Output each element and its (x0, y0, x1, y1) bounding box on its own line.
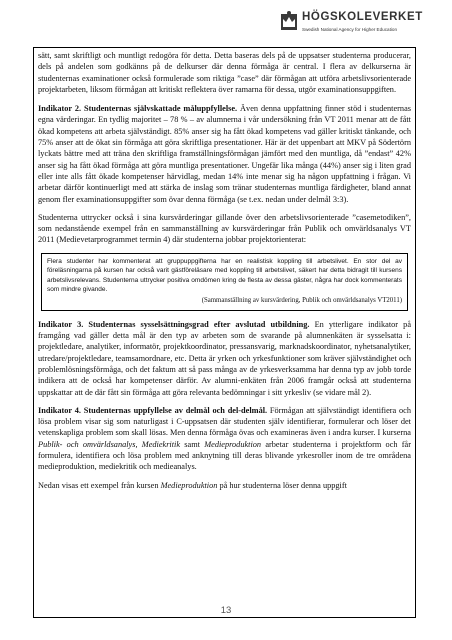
crown-icon (280, 10, 298, 32)
indicator-4-heading: Indikator 4. Studenternas uppfyllelse av delmål och del-delmål. (38, 405, 268, 415)
last-course: Medieproduktion (160, 480, 218, 490)
paragraph-1: sätt, samt skriftligt och muntligt redogöra för detta. Detta baseras dels på de uppsatser studenterna producerar, dels på andelen som godkänns på de delkurser där denna förmåga är central. I flera av delkurserna är studenternas examinationer också formulerade som riktiga ”case” där förmågan att utföra arbetslivsorienterade projektarbeten, liksom förmågan att kritiskt reflektera över ramarna för dessa, utgör examinationsuppgiften. (38, 51, 411, 94)
last-text-a: Nedan visas ett exempel från kursen (38, 480, 161, 490)
paragraph-indicator-2 (38, 103, 411, 205)
logo-name: HÖGSKOLEVERKET (302, 11, 423, 23)
indicator-3-heading: Indikator 3. Studenternas sysselsättningsgrad efter avslutad utbildning. (38, 319, 310, 329)
indicator-4-courses: Publik- och omvärldsanalys, Mediekritik (38, 439, 181, 449)
last-text-b: på hur studenterna löser denna uppgift (217, 480, 347, 490)
paragraph-indicator-3 (38, 319, 411, 398)
indicator-2-text: Även denna uppfattning finner stöd i studenternas egna värderingar. En tydlig majoritet – 78 % – av alumnerna i vår undersökning från VT 2011 menar att de fått ökad kompetens att arbeta självständigt. 85% anser sig ha fått ökad kompetens vad gäller kritiskt tänkande, och 75% anser att de ökat sin förmåga att göra skriftliga presentationer. Här är det uppenbart att MKV på Södertörn lyckats bättre med att träna den skriftliga framställningsförmågan jämfört med den muntliga, då ”endast” 42% anser sig ha fått ökad förmåga att göra muntliga presentationer. Ungefär lika många (44%) anser sig i liten grad eller inte alls fått ökade kompetenser härvidlag, medan 14% inte menar sig ha någon uppfattning i frågan. Vi arbetar därför kontinuerligt med att stärka de inslag som tränar studenternas muntliga färdigheter, bland annat genom fler examinationsuppgifter som övar denna förmåga (se t.ex. nedan under delmål 3:3). (38, 104, 411, 204)
indicator-4-course-medieproduktion: Medieproduktion (204, 439, 262, 449)
logo-tagline: Swedish National Agency for Higher Education (302, 27, 397, 32)
quote-box (41, 253, 408, 311)
indicator-4-text-a: Förmågan att självständigt identifiera och lösa problem visar sig som naturligast i C-uppsatsen där studenten själv identifierar, formulerar och löser det vetenskapliga problem som skall lösas. Men denna förmåga övas och examineras även i andra kurser. I kurserna (38, 405, 411, 438)
paragraph-last (38, 480, 411, 491)
paragraph-3: Studenterna uttrycker också i sina kursvärderingar gillande över den arbetslivsorienterade ”casemetodiken”, som nedanstående exempel från en sammanställning av kursvärderingar från Publik och omvärldsanalys VT 2011 (Medievetarprogrammet termin 4) där studenterna jobbar projektorienterat: (38, 212, 411, 245)
indicator-4-text-b: samt (180, 439, 205, 449)
indicator-3-text: En ytterligare indikator på framgång vad gäller detta mål är den typ av arbeten som de svarande på alumnenkäten är sysselsatta i: projektledare, analytiker, informatör, projektkoordinator, pressansvarig, marknadskoordinator, nyhetsanalytiker, utredare/projektledare, teamsamordnare, etc. Detta är yrken och yrkesfunktioner som kräver självständighet och problemlösningsförmåga, och det faktum att så pass många av de yrkesverksamma har denna typ av jobb torde indikera att de också har kompetenser därför. Av alumni-enkäten från 2006 framgår också att studenterna uppskattar att de där fått sin förmåga att göra relevanta bedömningar i sitt yrkesliv (se vidare mål 2). (38, 319, 411, 397)
quote-text: Flera studenter har kommenterat att gruppuppgifterna har en realistisk koppling till arbetslivet. En stor del av föreläsningarna på kursen har också varit gästföreläsare med koppling till arbetslivet, säkert har detta bidragit till kursens arbetslivsrelevans. Studenterna uttrycker positiva omdömen kring de flesta av dessa gäster, några har dock kommenterats som mindre givande. (47, 257, 402, 293)
indicator-2-heading: Indikator 2. Studenternas självskattade måluppfyllelse. (38, 104, 238, 114)
page-number: 13 (220, 605, 232, 616)
paragraph-indicator-4 (38, 405, 411, 473)
indicator-4-text-c: arbetar studenterna i projektform och får formulera, identifiera och lösa problem med anknytning till deras blivande yrkesroller inom de tre områdena medieproduktion, mediekritik och medieanalys. (38, 439, 411, 472)
quote-source: (Sammanställning av kursvärdering, Publik och omvärldsanalys VT2011) (201, 297, 402, 305)
hogskoleverket-logo (280, 8, 430, 42)
text-frame (33, 47, 416, 618)
